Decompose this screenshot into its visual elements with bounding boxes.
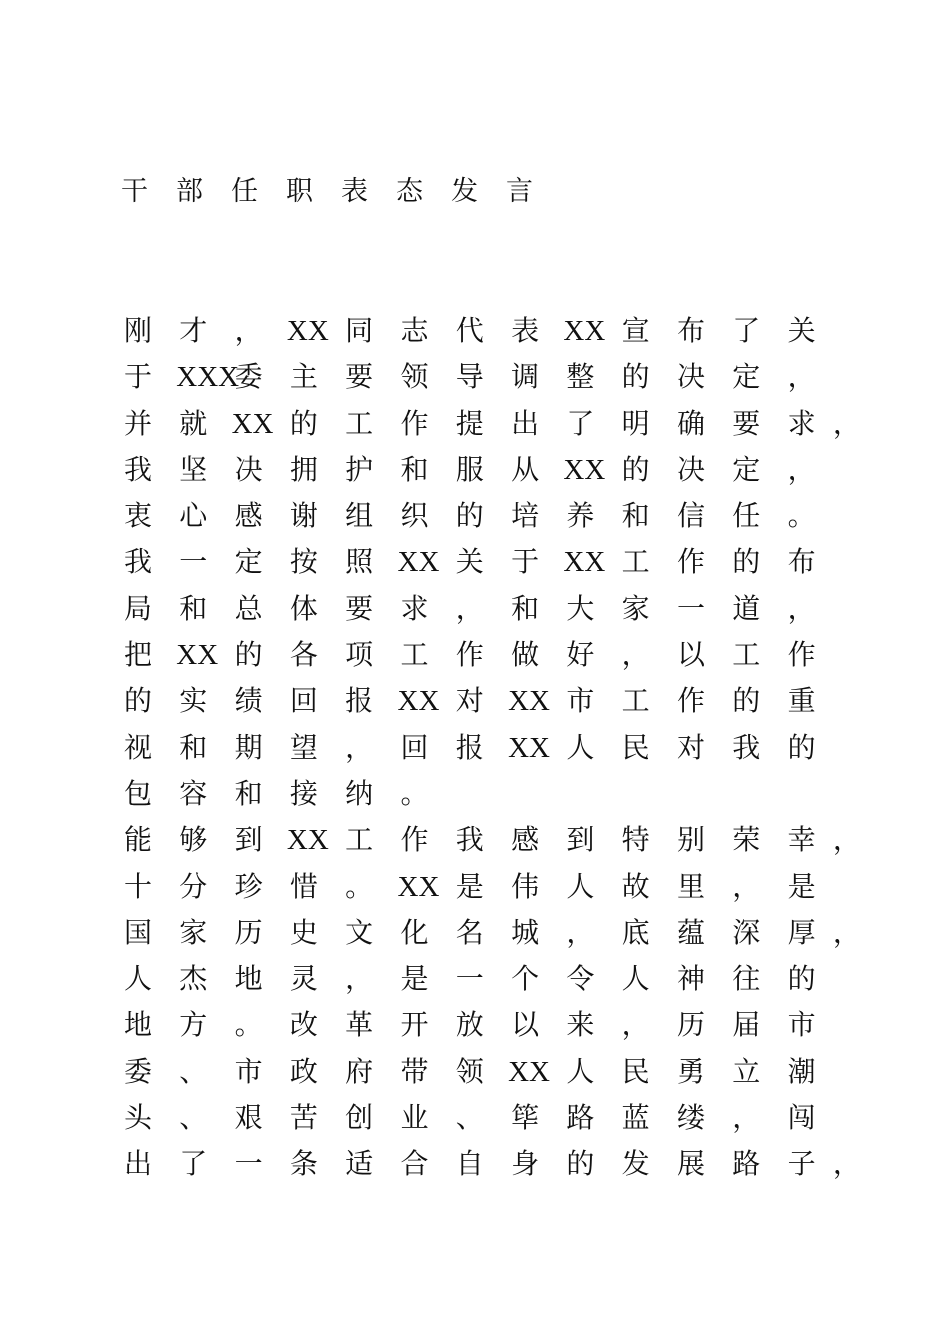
text-token: 、 <box>455 1101 484 1135</box>
text-token: 定 <box>732 452 761 486</box>
text-token: 作 <box>400 823 429 857</box>
text-token: 杰 <box>179 962 208 996</box>
text-token: 发 <box>621 1147 650 1181</box>
text-line <box>121 447 881 493</box>
text-token-latin: XXX <box>176 361 240 394</box>
text-token: 潮 <box>787 1054 816 1088</box>
text-line <box>121 1049 881 1095</box>
text-token: 。 <box>400 776 429 810</box>
text-token: 决 <box>676 452 705 486</box>
text-token: ， <box>832 1147 861 1181</box>
text-token: 护 <box>345 452 374 486</box>
title-char: 态 <box>396 176 423 207</box>
text-token: 苦 <box>289 1101 318 1135</box>
text-token: 信 <box>676 499 705 533</box>
text-token: 幸 <box>787 823 816 857</box>
text-token-latin: XX <box>563 546 606 579</box>
text-token: 一 <box>455 962 484 996</box>
text-token: 从 <box>511 452 540 486</box>
text-token: 了 <box>179 1147 208 1181</box>
text-token: 底 <box>621 915 650 949</box>
text-line <box>121 586 881 632</box>
text-token: 分 <box>179 869 208 903</box>
text-token: 国 <box>123 915 152 949</box>
text-line <box>121 771 881 817</box>
text-token: 特 <box>621 823 650 857</box>
text-token: 的 <box>455 499 484 533</box>
text-token: 求 <box>400 591 429 625</box>
text-token: 领 <box>400 360 429 394</box>
text-token: 接 <box>289 776 318 810</box>
text-token-latin: XX <box>397 870 440 903</box>
text-token: 里 <box>676 869 705 903</box>
text-token: 政 <box>289 1054 318 1088</box>
text-token: 于 <box>123 360 152 394</box>
text-token: 各 <box>289 638 318 672</box>
text-token: 委 <box>234 360 263 394</box>
text-token: 作 <box>676 684 705 718</box>
text-token: 业 <box>400 1101 429 1135</box>
text-token: 府 <box>345 1054 374 1088</box>
text-token: 谢 <box>289 499 318 533</box>
text-token: 作 <box>676 545 705 579</box>
text-token: 一 <box>234 1147 263 1181</box>
text-token: 定 <box>234 545 263 579</box>
text-token: ， <box>566 915 595 949</box>
text-token: 我 <box>732 730 761 764</box>
text-token: 放 <box>455 1008 484 1042</box>
text-token: 明 <box>621 406 650 440</box>
text-token: ， <box>345 962 374 996</box>
text-token: 是 <box>787 869 816 903</box>
text-token: 服 <box>455 452 484 486</box>
text-token: ， <box>832 915 861 949</box>
text-token: 来 <box>566 1008 595 1042</box>
text-token: 令 <box>566 962 595 996</box>
text-token: 民 <box>621 1054 650 1088</box>
text-line <box>121 401 881 447</box>
text-token: 宣 <box>621 314 650 347</box>
text-token: 我 <box>455 823 484 857</box>
text-token: 织 <box>400 499 429 533</box>
title-char: 部 <box>176 176 203 207</box>
text-token: 文 <box>345 915 374 949</box>
text-token: 出 <box>123 1147 152 1181</box>
text-token: 。 <box>345 869 374 903</box>
text-token: 整 <box>566 360 595 394</box>
text-token: 感 <box>234 499 263 533</box>
text-token: 地 <box>234 962 263 996</box>
text-token: 方 <box>179 1008 208 1042</box>
text-token: 是 <box>455 869 484 903</box>
title-char: 表 <box>341 176 368 207</box>
text-token: 开 <box>400 1008 429 1042</box>
text-token: 人 <box>566 730 595 764</box>
text-line <box>121 354 881 400</box>
text-token: 珍 <box>234 869 263 903</box>
text-token: 历 <box>676 1008 705 1042</box>
text-token: 望 <box>289 730 318 764</box>
text-token-latin: XX <box>508 685 550 718</box>
text-token: 灵 <box>289 962 318 996</box>
text-token: 蓝 <box>621 1101 650 1135</box>
text-token-latin: XX <box>286 824 329 857</box>
text-token: 对 <box>455 684 484 718</box>
text-token: ， <box>832 823 861 857</box>
title-char: 发 <box>451 176 478 207</box>
text-token: ， <box>345 730 374 764</box>
text-token: 要 <box>345 360 374 394</box>
text-token: 和 <box>511 591 540 625</box>
text-token: 够 <box>179 823 208 857</box>
text-token: 报 <box>345 684 374 718</box>
text-token: 作 <box>400 406 429 440</box>
text-token: 是 <box>400 962 429 996</box>
text-token: 关 <box>455 545 484 579</box>
title-char: 职 <box>286 176 313 207</box>
text-token: 领 <box>455 1054 484 1088</box>
text-token: 地 <box>123 1008 152 1042</box>
text-token: 养 <box>566 499 595 533</box>
text-token: 工 <box>400 638 429 672</box>
text-token: 的 <box>787 962 816 996</box>
text-token: 委 <box>123 1054 152 1088</box>
text-token: ， <box>832 406 861 440</box>
text-token: 视 <box>123 730 152 764</box>
text-token: 城 <box>511 915 540 949</box>
text-token: 一 <box>676 591 705 625</box>
text-token-latin: XX <box>286 315 329 347</box>
text-token: 蕴 <box>676 915 705 949</box>
text-token: 以 <box>511 1008 540 1042</box>
text-token: 工 <box>345 406 374 440</box>
text-token: 大 <box>566 591 595 625</box>
text-token: 提 <box>455 406 484 440</box>
text-token: 和 <box>234 776 263 810</box>
text-token: 把 <box>123 638 152 672</box>
text-token: 的 <box>123 684 152 718</box>
text-line <box>121 1095 881 1141</box>
text-line <box>121 956 881 1002</box>
text-token: 拥 <box>289 452 318 486</box>
text-token: ， <box>621 638 650 672</box>
text-token: 的 <box>621 360 650 394</box>
text-token: ， <box>234 314 263 347</box>
text-token-latin: XX <box>508 1055 550 1088</box>
text-token: 缕 <box>676 1101 705 1135</box>
text-token: 回 <box>400 730 429 764</box>
text-token: 荣 <box>732 823 761 857</box>
text-token: 按 <box>289 545 318 579</box>
text-token: 身 <box>511 1147 540 1181</box>
title-char: 任 <box>231 176 258 207</box>
text-token: ， <box>787 360 816 394</box>
text-token: 立 <box>732 1054 761 1088</box>
text-token: 化 <box>400 915 429 949</box>
text-token: 十 <box>123 869 152 903</box>
text-token: 到 <box>234 823 263 857</box>
text-token: 以 <box>676 638 705 672</box>
text-token: 做 <box>511 638 540 672</box>
text-token: 调 <box>511 360 540 394</box>
text-token: ， <box>787 452 816 486</box>
text-token: 期 <box>234 730 263 764</box>
text-token: 。 <box>234 1008 263 1042</box>
text-token: 革 <box>345 1008 374 1042</box>
text-token: 市 <box>566 684 595 718</box>
text-token: 一 <box>179 545 208 579</box>
text-token: 神 <box>676 962 705 996</box>
text-token: 子 <box>787 1147 816 1181</box>
text-token: 确 <box>676 406 705 440</box>
text-token: 艰 <box>234 1101 263 1135</box>
text-line <box>121 539 881 585</box>
text-token: 故 <box>621 869 650 903</box>
text-token: 别 <box>676 823 705 857</box>
text-token: 条 <box>289 1147 318 1181</box>
text-token: 道 <box>732 591 761 625</box>
text-token: 衷 <box>123 499 152 533</box>
text-token: 任 <box>732 499 761 533</box>
text-token: 民 <box>621 730 650 764</box>
text-token: 表 <box>511 314 540 347</box>
text-token: 历 <box>234 915 263 949</box>
text-token: 的 <box>621 452 650 486</box>
text-token: 家 <box>179 915 208 949</box>
text-token: 于 <box>511 545 540 579</box>
text-line <box>121 817 881 863</box>
text-token: 路 <box>732 1147 761 1181</box>
text-token: 伟 <box>511 869 540 903</box>
text-token: 布 <box>676 314 705 347</box>
text-token: 深 <box>732 915 761 949</box>
text-token: 作 <box>787 638 816 672</box>
text-token: 勇 <box>676 1054 705 1088</box>
text-token: 回 <box>289 684 318 718</box>
text-token: 能 <box>123 823 152 857</box>
text-token: 人 <box>566 1054 595 1088</box>
text-token: 创 <box>345 1101 374 1135</box>
text-token: 市 <box>787 1008 816 1042</box>
text-token: 刚 <box>123 314 152 347</box>
text-token: 才 <box>179 314 208 347</box>
text-line <box>121 493 881 539</box>
text-token: ， <box>621 1008 650 1042</box>
text-token: 代 <box>455 314 484 347</box>
text-token: 筚 <box>511 1101 540 1135</box>
text-token: 感 <box>511 823 540 857</box>
text-token: 个 <box>511 962 540 996</box>
text-token: 体 <box>289 591 318 625</box>
text-line <box>121 725 881 771</box>
text-token: 报 <box>455 730 484 764</box>
text-token: 要 <box>345 591 374 625</box>
text-token: 人 <box>621 962 650 996</box>
text-token: 自 <box>455 1147 484 1181</box>
text-token: 人 <box>566 869 595 903</box>
text-token: 带 <box>400 1054 429 1088</box>
text-token: 的 <box>566 1147 595 1181</box>
text-token: ， <box>732 869 761 903</box>
text-token: 心 <box>179 499 208 533</box>
text-token: 名 <box>455 915 484 949</box>
text-line <box>121 1141 881 1187</box>
text-token: 实 <box>179 684 208 718</box>
text-token: 局 <box>123 591 152 625</box>
text-token: 、 <box>179 1101 208 1135</box>
text-token-latin: XX <box>231 407 274 440</box>
text-token: 的 <box>234 638 263 672</box>
text-token: 工 <box>345 823 374 857</box>
text-token: ， <box>455 591 484 625</box>
text-token: 工 <box>621 545 650 579</box>
text-token: 照 <box>345 545 374 579</box>
text-token: 和 <box>179 730 208 764</box>
text-token-latin: XX <box>563 453 606 486</box>
text-token: 对 <box>676 730 705 764</box>
text-token: 头 <box>123 1101 152 1135</box>
text-token: 作 <box>455 638 484 672</box>
text-token: 坚 <box>179 452 208 486</box>
text-token: 求 <box>787 406 816 440</box>
text-token-latin: XX <box>176 639 219 672</box>
text-token: 工 <box>621 684 650 718</box>
text-token: 主 <box>289 360 318 394</box>
text-token: 闯 <box>787 1101 816 1135</box>
text-token: 出 <box>511 406 540 440</box>
text-token: 项 <box>345 638 374 672</box>
text-token: 布 <box>787 545 816 579</box>
text-token: 厚 <box>787 915 816 949</box>
text-token: 市 <box>234 1054 263 1088</box>
text-token: 培 <box>511 499 540 533</box>
text-token: 要 <box>732 406 761 440</box>
text-token: 和 <box>400 452 429 486</box>
text-token-latin: XX <box>563 315 606 347</box>
title-char: 言 <box>506 176 533 207</box>
text-line <box>121 632 881 678</box>
text-token: 绩 <box>234 684 263 718</box>
text-line <box>121 910 881 956</box>
text-token-latin: XX <box>508 731 550 764</box>
text-token: 路 <box>566 1101 595 1135</box>
document-title <box>121 172 561 212</box>
text-token: 史 <box>289 915 318 949</box>
text-token: 工 <box>732 638 761 672</box>
text-token: 导 <box>455 360 484 394</box>
text-token: 了 <box>732 314 761 347</box>
text-token: 了 <box>566 406 595 440</box>
text-token: 届 <box>732 1008 761 1042</box>
text-token: 惜 <box>289 869 318 903</box>
text-token: 纳 <box>345 776 374 810</box>
title-char: 干 <box>121 176 148 207</box>
text-token: 就 <box>179 406 208 440</box>
text-token-latin: XX <box>397 546 440 579</box>
text-token: 的 <box>732 545 761 579</box>
text-line <box>121 1002 881 1048</box>
text-token: 的 <box>787 730 816 764</box>
text-token: 容 <box>179 776 208 810</box>
text-token: 合 <box>400 1147 429 1181</box>
text-token: 志 <box>400 314 429 347</box>
text-token: 人 <box>123 962 152 996</box>
text-line <box>121 308 881 354</box>
document-body <box>121 308 881 1188</box>
text-token: 往 <box>732 962 761 996</box>
text-token: 好 <box>566 638 595 672</box>
text-token: 展 <box>676 1147 705 1181</box>
text-token: 总 <box>234 591 263 625</box>
text-line <box>121 864 881 910</box>
text-token: 我 <box>123 545 152 579</box>
text-token: 定 <box>732 360 761 394</box>
text-line <box>121 678 881 724</box>
text-token: 决 <box>234 452 263 486</box>
text-token: 重 <box>787 684 816 718</box>
text-token: 我 <box>123 452 152 486</box>
text-token: 并 <box>123 406 152 440</box>
text-token: 。 <box>787 499 816 533</box>
text-token-latin: XX <box>397 685 440 718</box>
text-token: 的 <box>289 406 318 440</box>
text-token: ， <box>732 1101 761 1135</box>
text-token: 到 <box>566 823 595 857</box>
text-token: 、 <box>179 1054 208 1088</box>
text-token: 决 <box>676 360 705 394</box>
text-token: 组 <box>345 499 374 533</box>
text-token: 的 <box>732 684 761 718</box>
text-token: 同 <box>345 314 374 347</box>
text-token: 和 <box>621 499 650 533</box>
text-token: 关 <box>787 314 816 347</box>
text-token: 包 <box>123 776 152 810</box>
text-token: ， <box>787 591 816 625</box>
text-token: 改 <box>289 1008 318 1042</box>
text-token: 家 <box>621 591 650 625</box>
text-token: 适 <box>345 1147 374 1181</box>
text-token: 和 <box>179 591 208 625</box>
